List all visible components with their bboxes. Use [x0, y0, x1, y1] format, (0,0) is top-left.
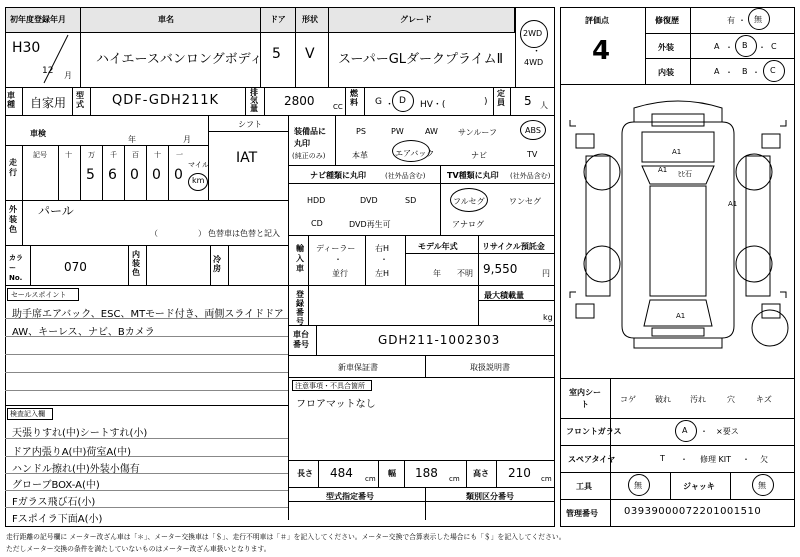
import-parallel: 並行 [332, 269, 348, 278]
equipment-sublabel: (純正のみ) [292, 152, 326, 160]
door-label: ドア [270, 15, 286, 24]
ext-grade-b: B [742, 41, 748, 50]
height-label: 高さ [473, 469, 489, 478]
diagram-right-side [746, 156, 770, 296]
mileage-head-4: 百 [132, 151, 139, 159]
management-label: 管理番号 [566, 509, 598, 518]
equip-sunroof: サンルーフ [458, 128, 497, 137]
ext-dot-2: ・ [758, 43, 766, 52]
diagram-front-outline [634, 101, 722, 122]
diagram-bracket-br [780, 292, 786, 298]
mile-label: マイル [188, 161, 209, 169]
repair-dot: ・ [738, 16, 746, 25]
spare-opt-t: T [660, 454, 665, 463]
seat-opt-tear: 破れ [655, 395, 671, 404]
fuel-sep: ・ [385, 100, 395, 110]
mileage-digit-2: 0 [130, 167, 139, 183]
diagram-rear-outline [634, 338, 722, 348]
reg-no-label: 登録番号 [296, 290, 304, 326]
usage-label: 車種 [7, 91, 15, 109]
equip-airbag: エアバック [395, 149, 435, 158]
ext-grade-a: A [714, 42, 720, 51]
shift-label: シフト [238, 120, 262, 129]
equip-aw: AW [425, 127, 438, 136]
diagram-wheel-rl [584, 246, 620, 282]
tv-fullseg: フルセグ [453, 197, 485, 206]
capacity-value: 5 [524, 94, 532, 108]
width-cm: cm [449, 475, 460, 483]
import-left-h: 左H [375, 269, 390, 278]
shape-value: V [305, 46, 315, 62]
navi-hdd: HDD [307, 196, 326, 205]
score-label: 評価点 [585, 16, 609, 25]
model-code: QDF-GDH211K [112, 93, 220, 108]
max-load-label: 最大積載量 [484, 291, 524, 300]
ext-dot-1: ・ [725, 43, 733, 52]
first-reg-label: 初年度登録年月 [10, 15, 66, 24]
equip-leather: 本革 [352, 151, 368, 160]
navi-dvd: DVD [360, 196, 378, 205]
windshield-a: A [682, 426, 688, 435]
fuel-hv: HV・( [420, 100, 446, 110]
spare-opt-kit: 修理 KIT [700, 455, 732, 464]
tv-analog: アナログ [452, 220, 484, 229]
management-value: 03939000072201001510 [624, 506, 762, 517]
int-grade-b: B [742, 67, 748, 76]
repair-label: 修復歴 [655, 16, 679, 25]
displacement-value: 2800 [284, 94, 315, 108]
diagram-mark-chip: ﾋﾋ石 [678, 170, 692, 178]
inspector-line-3: ハンドル擦れ(中)外装小傷有 [12, 464, 140, 475]
capacity-unit: 人 [540, 101, 548, 110]
color-no-value: 070 [64, 260, 87, 274]
navi-cd: CD [311, 219, 323, 228]
inspection-label: 車検 [30, 129, 46, 138]
diagram-left-side [586, 156, 610, 296]
diagram-hood [642, 132, 714, 162]
mileage-head-2: 万 [88, 151, 95, 159]
model-label: 型式 [76, 91, 84, 109]
drive-4wd: 4WD [524, 58, 544, 67]
selling-points-label: セールスポイント [11, 291, 67, 299]
tv-label: TV種類に丸印 [447, 171, 499, 180]
mileage-digit-1: 6 [108, 167, 117, 183]
model-year-label: モデル年式 [418, 242, 458, 251]
recycle-value: 9,550 [483, 262, 518, 276]
tools-label: 工具 [576, 482, 592, 491]
inspection-month: 月 [183, 135, 191, 144]
equip-tv: TV [527, 150, 538, 159]
length-cm: cm [365, 475, 376, 483]
inspector-line-2: ドア内張りA(中)荷室A(中) [12, 447, 131, 458]
diagram-roof [650, 186, 706, 296]
diagram-bracket-tr [780, 120, 786, 126]
int-dot-1: ・ [725, 68, 733, 77]
inspection-year: 年 [128, 135, 136, 144]
diagram-right-front-bumper [762, 134, 780, 148]
mileage-digit-4: 0 [174, 167, 183, 183]
new-car-warranty: 新車保証書 [338, 363, 378, 372]
height-cm: cm [541, 475, 552, 483]
tv-oneseg: ワンセグ [509, 197, 541, 206]
diagram-mark-a1-front: A1 [672, 148, 682, 156]
grade-value: スーパーGLダークプライムⅡ [338, 52, 504, 67]
length-label: 長さ [297, 469, 313, 478]
model-name-label: 車名 [158, 15, 174, 24]
equip-abs: ABS [525, 126, 541, 135]
inspector-line-1: 天張りすれ(中)シートすれ(小) [12, 428, 148, 439]
seat-opt-scratch: キズ [756, 395, 772, 404]
import-dot2: ・ [380, 255, 388, 264]
width-value: 188 [415, 466, 438, 480]
equip-navi: ナビ [471, 151, 487, 160]
manual: 取扱説明書 [470, 363, 510, 372]
diagram-bracket-bl [570, 292, 576, 298]
fuel-close: ) [484, 97, 488, 107]
inspector-line-4: グローブBOX-A(中) [12, 480, 100, 491]
displacement-label: 排気量 [250, 88, 258, 113]
grade-label: グレード [400, 15, 432, 24]
score-value: 4 [592, 36, 611, 66]
km-label: km [192, 176, 205, 185]
recycle-yen: 円 [542, 269, 550, 278]
equip-ps: PS [356, 127, 366, 136]
import-dealer: ディーラー [316, 244, 356, 253]
diagram-spare-circle [752, 310, 788, 346]
length-value: 484 [330, 466, 353, 480]
seat-label: 室内シート [569, 388, 601, 409]
fuel-label: 燃料 [350, 89, 358, 107]
max-load-kg: kg [543, 313, 553, 322]
windshield-rest: ・ ×要ス [700, 427, 739, 436]
repair-no: 無 [754, 15, 762, 24]
repair-yes: 有 [727, 16, 735, 25]
interior-grade-label: 内装 [658, 68, 674, 77]
spare-opt-none: 欠 [760, 455, 768, 464]
chassis-label: 車台番号 [293, 330, 309, 349]
diagram-bracket-tl [570, 120, 576, 126]
shape-label: 形状 [302, 15, 318, 24]
diagram-wheel-fr [736, 154, 772, 190]
class-number-label: 類別区分番号 [466, 492, 514, 501]
inspector-label: 検査記入欄 [10, 410, 45, 418]
ext-grade-c: C [771, 42, 777, 51]
notes-label: 注意事項・不具合箇所 [295, 382, 365, 390]
spare-dot-1: ・ [680, 455, 688, 464]
fuel-d: D [399, 96, 406, 106]
footer-line-2: ただしメーター交換の条件を満たしていないものはメーター改ざん車扱いとなります。 [6, 545, 271, 553]
type-number-label: 型式指定番号 [326, 492, 374, 501]
mileage-label: 走行 [9, 158, 17, 177]
seat-opt-hole: 穴 [727, 395, 735, 404]
recycle-label: リサイクル預託金 [482, 242, 545, 251]
diagram-left-front-bumper [576, 134, 594, 148]
mileage-head-1: 十 [65, 151, 72, 159]
import-right-h: 右H [375, 244, 390, 253]
diagram-mark-a1-side: A1 [728, 200, 738, 208]
navi-dvd-play: DVD再生可 [349, 220, 391, 229]
tools-value: 無 [634, 481, 642, 490]
diagram-wheel-fl [584, 154, 620, 190]
import-dot: ・ [334, 255, 342, 264]
diagram-front-strip [652, 114, 704, 126]
int-dot-2: ・ [752, 68, 760, 77]
diagram-left-rear-bumper [576, 304, 594, 318]
equipment-label: 装備品に丸印 [294, 127, 326, 148]
footer-line-1: 走行距離の記号欄に メーター改ざん車は「＊」、メーター交換車は「＄」、走行不明車は「＃」を記入してください。メーター交換で合算表示した場合にも「＄」を記入してください。 [6, 533, 566, 541]
seat-opt-burn: コゲ [620, 395, 636, 404]
int-grade-c: C [770, 66, 776, 75]
navi-label: ナビ種類に丸印 [310, 171, 366, 180]
color-value: パール [38, 204, 74, 218]
height-value: 210 [508, 466, 531, 480]
model-year-unit: 年 [433, 269, 441, 278]
mileage-head-6: 一 [176, 151, 183, 159]
inspector-line-5: Fガラス飛び石(小) [12, 497, 96, 508]
spare-tire-label: スペアタイヤ [568, 455, 616, 464]
cc-unit: CC [333, 103, 343, 111]
mileage-head-3: 千 [110, 151, 117, 159]
int-grade-a: A [714, 67, 720, 76]
mileage-digit-3: 0 [152, 167, 161, 183]
chassis-value: GDH211-1002303 [378, 333, 501, 347]
width-label: 幅 [388, 469, 396, 478]
model-year-unknown: 不明 [457, 269, 473, 278]
first-reg-year: H30 [12, 40, 41, 56]
capacity-label: 定員 [497, 89, 505, 107]
color-paren: （ ） [150, 229, 206, 238]
navi-sub: (社外品含む) [385, 172, 426, 180]
selling-point-line-1: 助手席エアバック、ESC、MTモード付き、両側スライドドア [12, 309, 284, 320]
fuel-g: G [375, 97, 382, 107]
color-no-label: カラーNo. [9, 254, 23, 282]
seat-opt-dirt: 汚れ [690, 395, 706, 404]
month-unit: 月 [64, 71, 72, 80]
diagram-mark-a1-hood: A1 [658, 166, 668, 174]
jack-label: ジャッキ [683, 482, 715, 491]
diagram-rear-strip [652, 328, 704, 336]
model-name: ハイエースバンロングボディ [96, 52, 263, 67]
drive-2wd: 2WD [523, 29, 543, 38]
jack-value: 無 [758, 481, 766, 490]
color-note: 色替車は色替と記入 [208, 229, 280, 238]
inspector-line-6: Fスポイラ下面A(小) [12, 514, 103, 525]
import-label: 輸入車 [296, 244, 304, 273]
door-count: 5 [272, 46, 281, 62]
exterior-grade-label: 外装 [658, 43, 674, 52]
mileage-head-0: 記号 [33, 151, 47, 159]
selling-point-line-2: AW、キーレス、ナビ、Bカメラ [12, 327, 155, 338]
windshield-label: フロントガラス [566, 427, 622, 436]
first-reg-month: 12 [42, 66, 54, 76]
usage-value: 自家用 [30, 96, 67, 110]
navi-sd: SD [405, 196, 417, 205]
equip-pw: PW [391, 127, 404, 136]
shift-value: IAT [236, 150, 258, 166]
vehicle-diagram [562, 86, 793, 378]
diagram-wheel-rr [736, 246, 772, 282]
cooler-label: 冷房 [213, 255, 221, 273]
notes-value: フロアマットなし [296, 399, 376, 410]
diagram-mark-a1-rear: A1 [676, 312, 686, 320]
drive-dot: ・ [532, 47, 542, 57]
interior-color-label: 内装色 [132, 250, 140, 277]
mileage-digit-0: 5 [86, 167, 95, 183]
tv-sub: (社外品含む) [510, 172, 551, 180]
mileage-head-5: 十 [154, 151, 161, 159]
spare-dot-2: ・ [742, 455, 750, 464]
color-label: 外装色 [9, 205, 17, 234]
